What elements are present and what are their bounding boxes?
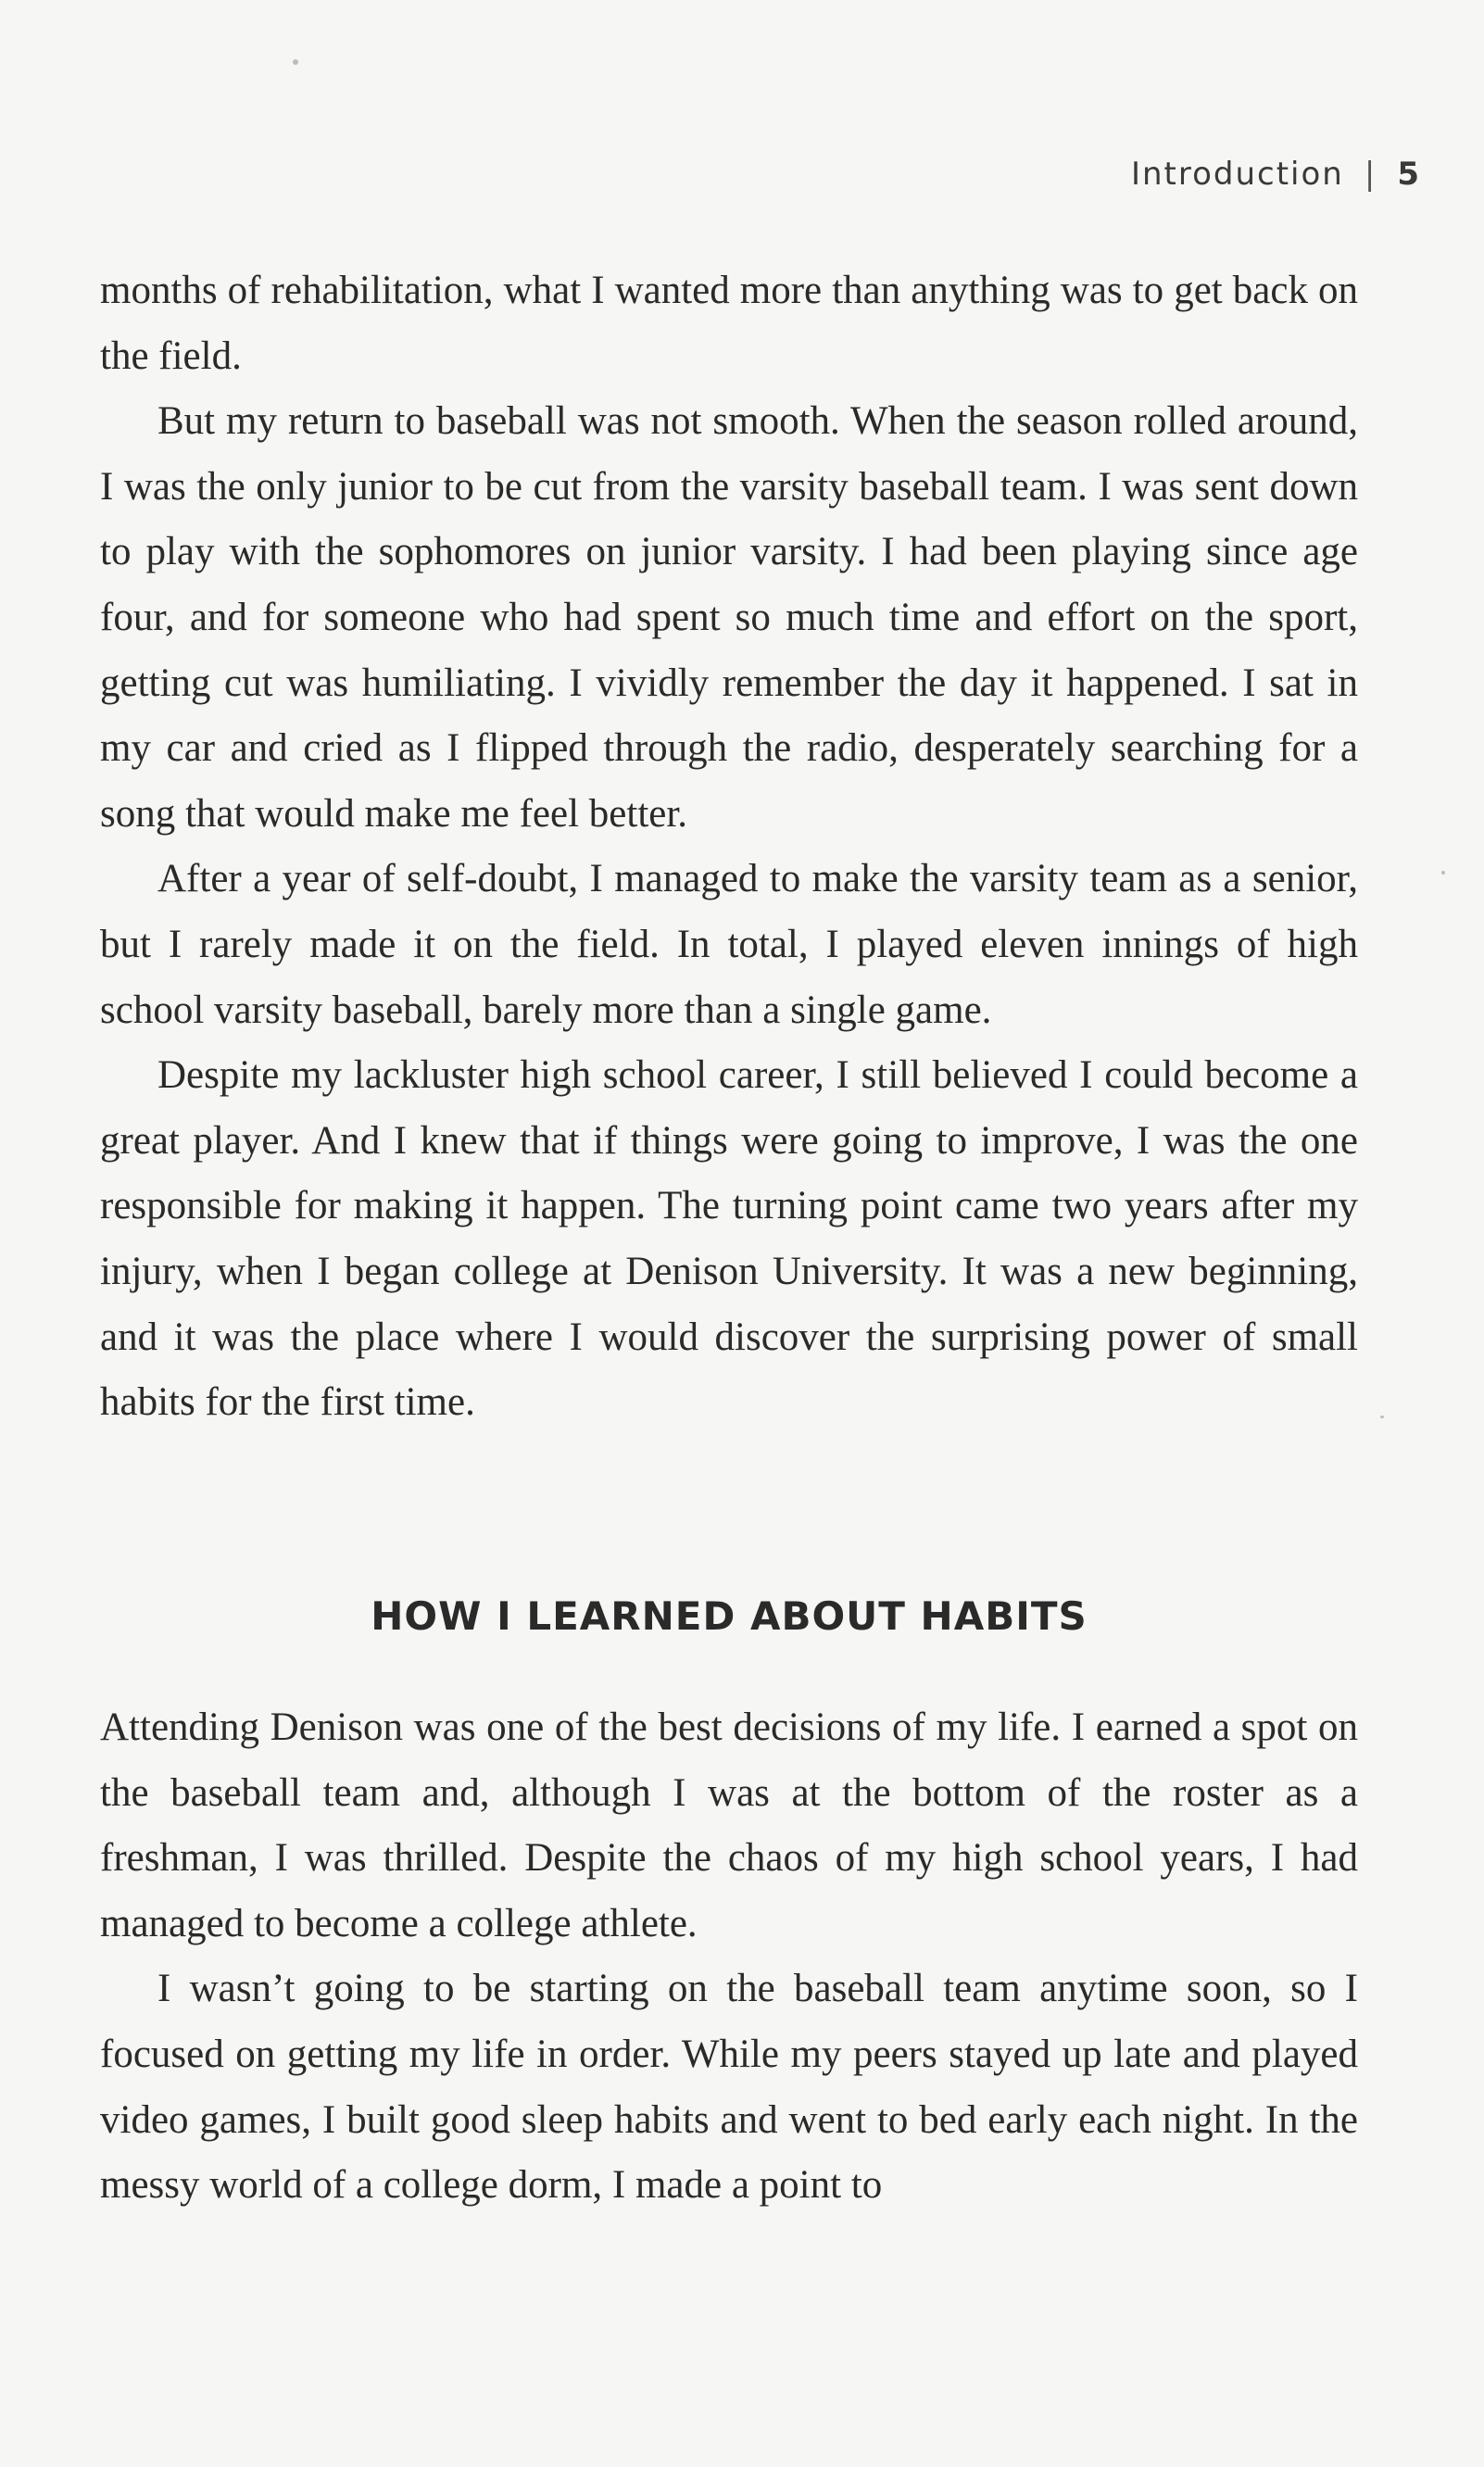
running-head	[1131, 156, 1419, 193]
section-text-block	[100, 1695, 1358, 2219]
intro-text-block	[100, 258, 1358, 1436]
paragraph: months of rehabilitation, what I wanted more than anything was to get back on the field.	[100, 269, 1358, 378]
header-separator: |	[1364, 156, 1377, 193]
paragraph: Attending Denison was one of the best decisions of my life. I earned a spot on the baseball team and, although I was at the bottom of the roster as a freshman, I was thrilled. Despite the chaos of my high school years, I had managed to become a college athlete.	[100, 1706, 1358, 1945]
paragraph: But my return to baseball was not smooth. When the season rolled around, I was the only junior to be cut from the varsity baseball team. I was sent down to play with the sophomores on junior varsity. I had been playing since age four, and for someone who had spent so much time and effort on the sport, getting cut was humiliating. I vividly remember the day it happened. I sat in my car and cried as I flipped through the radio, desperately searching for a song that would make me feel better.	[100, 399, 1358, 836]
paragraph: I wasn’t going to be starting on the baseball team anytime soon, so I focused on getting my life in order. While my peers stayed up late and played video games, I built good sleep habits and went to bed early each night. In the messy world of a college dorm, I made a point to	[100, 1967, 1358, 2208]
paper-speck	[1441, 871, 1445, 875]
section-title: Introduction	[1130, 156, 1344, 193]
section-heading: HOW I LEARNED ABOUT HABITS	[371, 1593, 1088, 1639]
paper-speck	[1380, 1416, 1384, 1418]
paper-speck	[293, 59, 298, 65]
paragraph: After a year of self-doubt, I managed to make the varsity team as a senior, but I rarely made it on the field. In total, I played eleven innings of high school varsity baseball, barely more than a single game.	[100, 857, 1358, 1032]
paragraph: Despite my lackluster high school career, I still believed I could become a great player. And I knew that if things were going to improve, I was the one responsible for making it happen. The turning point came two years after my injury, when I began college at Denison University. It was a new beginning, and it was the place where I would discover the surprising power of small habits for the first time.	[100, 1053, 1358, 1425]
page-number: 5	[1397, 156, 1419, 193]
